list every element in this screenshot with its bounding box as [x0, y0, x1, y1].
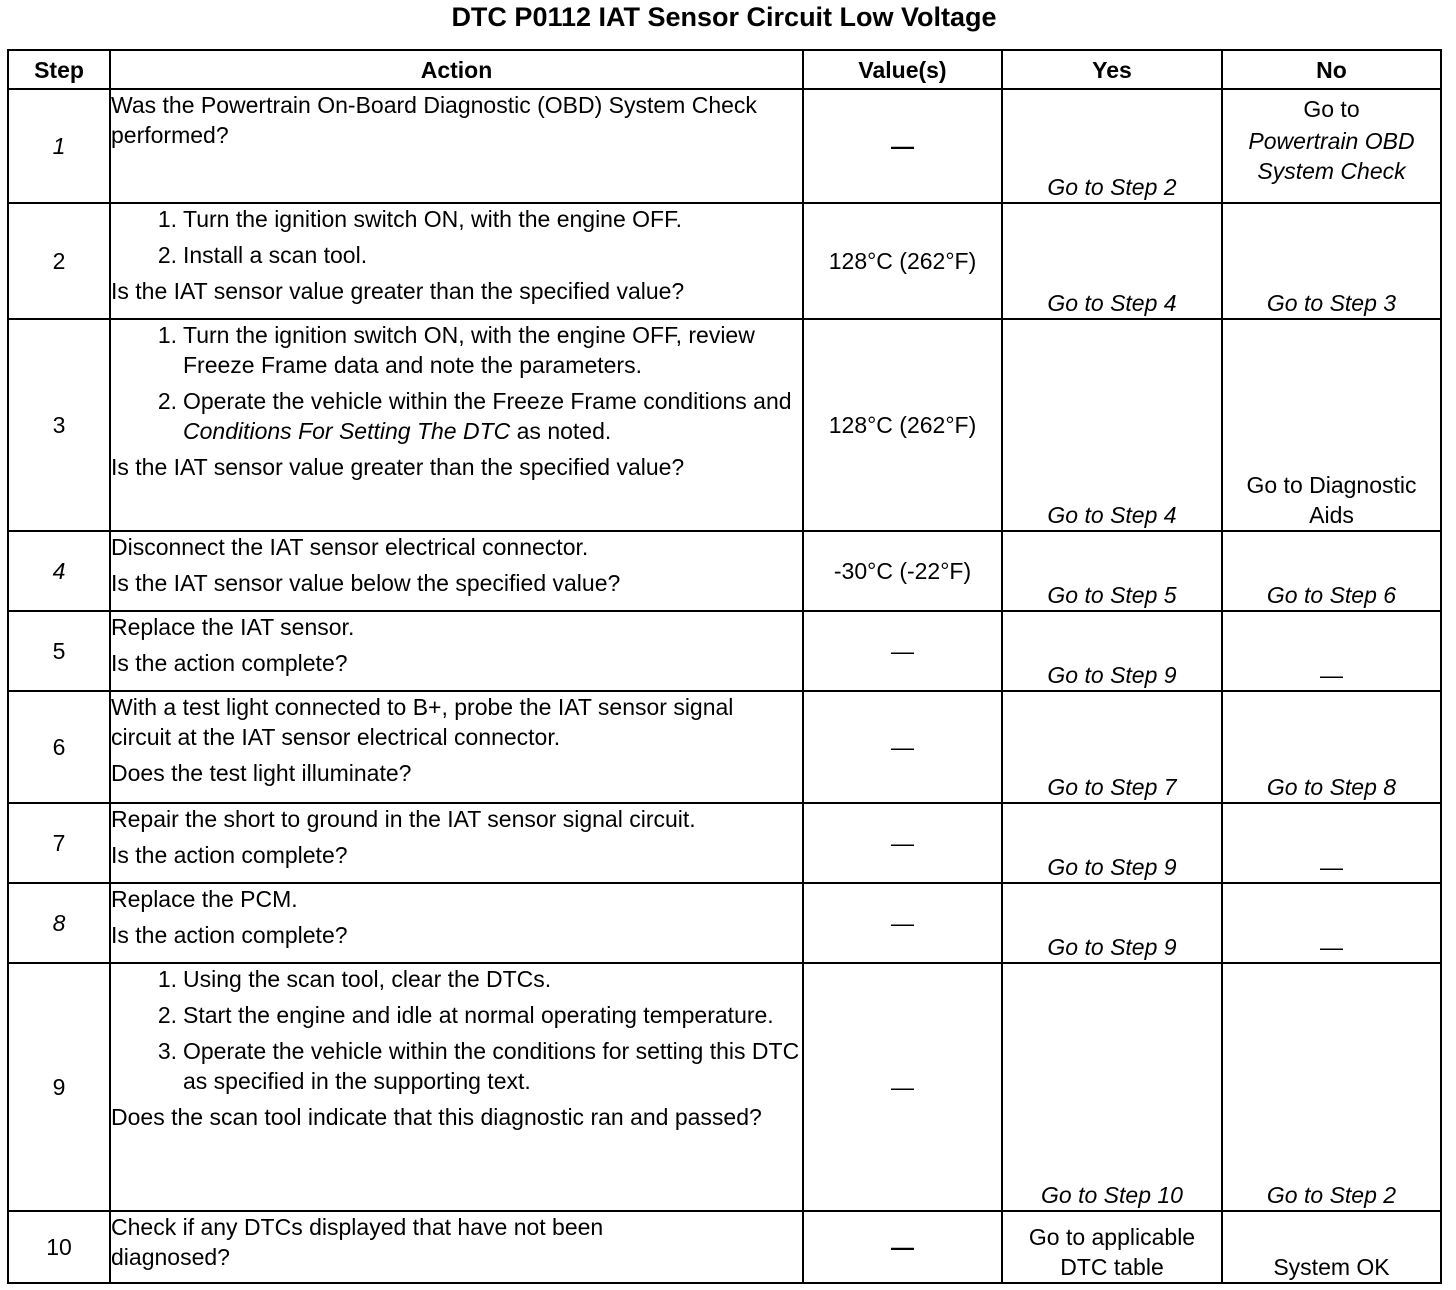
value-cell: —	[803, 803, 1002, 883]
yes-cell: Go to Step 5	[1002, 531, 1222, 611]
action-text: Replace the IAT sensor.	[111, 614, 355, 640]
header-values: Value(s)	[803, 50, 1002, 89]
step-number: 4	[8, 531, 110, 611]
no-text: Go to	[1303, 96, 1360, 122]
table-row	[8, 319, 1441, 531]
action-cell	[110, 963, 803, 1211]
action-item: 3. Operate the vehicle within the conditions for setting this DTC as specified in the supporting text.	[141, 1036, 802, 1096]
header-action: Action	[110, 50, 803, 89]
action-item-text: Turn the ignition switch ON, with the engine OFF.	[183, 206, 682, 232]
no-cell: Go to Step 8	[1222, 691, 1441, 803]
step-number: 6	[8, 691, 110, 803]
action-text: Replace the PCM.	[111, 886, 298, 912]
yes-cell: Go to Step 10	[1002, 963, 1222, 1211]
action-item-link: Conditions For Setting The DTC	[183, 418, 511, 444]
action-cell	[110, 803, 803, 883]
table-row	[8, 89, 1441, 203]
dtc-table	[7, 49, 1442, 1284]
action-item: 2. Operate the vehicle within the Freeze Frame conditions and Conditions For Setting The DTC as noted.	[157, 388, 792, 444]
value-cell: —	[803, 1211, 1002, 1283]
action-text: Was the Powertrain On-Board Diagnostic (OBD) System Check performed?	[111, 92, 757, 148]
step-number: 8	[8, 883, 110, 963]
header-no: No	[1222, 50, 1441, 89]
no-cell: —	[1222, 803, 1441, 883]
table-row	[8, 1211, 1441, 1283]
action-question: Is the IAT sensor value greater than the specified value?	[111, 278, 685, 304]
table-row	[8, 531, 1441, 611]
action-item: 1. Turn the ignition switch ON, with the engine OFF, review Freeze Frame data and note the parameters.	[141, 320, 802, 380]
action-question: Is the action complete?	[111, 650, 348, 676]
table-row	[8, 803, 1441, 883]
action-text: Check if any DTCs displayed that have not been diagnosed?	[111, 1214, 604, 1270]
yes-cell: Go to applicable DTC table	[1002, 1211, 1222, 1283]
action-question: Does the scan tool indicate that this diagnostic ran and passed?	[111, 1104, 762, 1130]
step-number: 7	[8, 803, 110, 883]
table-row	[8, 611, 1441, 691]
value-cell: -30°C (-22°F)	[803, 531, 1002, 611]
no-cell: Go to Step 6	[1222, 531, 1441, 611]
action-item: 1. Turn the ignition switch ON, with the engine OFF.	[141, 204, 802, 234]
no-cell	[1222, 89, 1441, 203]
action-cell	[110, 1211, 803, 1283]
no-cell: —	[1222, 611, 1441, 691]
action-question: Is the action complete?	[111, 842, 348, 868]
action-text: Repair the short to ground in the IAT sensor signal circuit.	[111, 806, 696, 832]
table-row	[8, 691, 1441, 803]
action-item-text: Using the scan tool, clear the DTCs.	[183, 966, 552, 992]
no-cell: System OK	[1222, 1211, 1441, 1283]
no-cell: —	[1222, 883, 1441, 963]
step-number: 9	[8, 963, 110, 1211]
header-yes: Yes	[1002, 50, 1222, 89]
action-cell	[110, 883, 803, 963]
value-cell: 128°C (262°F)	[803, 203, 1002, 319]
action-cell	[110, 319, 803, 531]
action-cell	[110, 531, 803, 611]
step-number: 10	[8, 1211, 110, 1283]
action-question: Is the IAT sensor value below the specified value?	[111, 570, 621, 596]
yes-cell: Go to Step 9	[1002, 803, 1222, 883]
action-cell	[110, 89, 803, 203]
header-step: Step	[8, 50, 110, 89]
yes-cell: Go to Step 2	[1002, 89, 1222, 203]
value-cell: —	[803, 691, 1002, 803]
step-number: 2	[8, 203, 110, 319]
header-row	[8, 50, 1441, 89]
action-item: 2. Install a scan tool.	[141, 240, 802, 270]
table-row	[8, 883, 1441, 963]
action-item-text: Operate the vehicle within the conditions for setting this DTC as specified in the supporting text.	[183, 1038, 800, 1094]
action-text: Disconnect the IAT sensor electrical connector.	[111, 534, 589, 560]
action-item-text: Turn the ignition switch ON, with the engine OFF, review Freeze Frame data and note the parameters.	[183, 322, 755, 378]
action-question: Does the test light illuminate?	[111, 760, 412, 786]
yes-cell: Go to Step 4	[1002, 319, 1222, 531]
no-cell: Go to Diagnostic Aids	[1222, 319, 1441, 531]
value-cell: 128°C (262°F)	[803, 319, 1002, 531]
action-cell	[110, 611, 803, 691]
action-cell	[110, 203, 803, 319]
value-cell: —	[803, 963, 1002, 1211]
action-cell	[110, 691, 803, 803]
yes-cell: Go to Step 7	[1002, 691, 1222, 803]
table-row	[8, 963, 1441, 1211]
action-item-text: Operate the vehicle within the Freeze Frame conditions and	[183, 388, 792, 414]
value-cell: —	[803, 883, 1002, 963]
table-row	[8, 203, 1441, 319]
no-cell: Go to Step 2	[1222, 963, 1441, 1211]
action-question: Is the IAT sensor value greater than the specified value?	[111, 454, 685, 480]
step-number: 1	[8, 89, 110, 203]
yes-cell: Go to Step 9	[1002, 883, 1222, 963]
value-cell: —	[803, 611, 1002, 691]
step-number: 5	[8, 611, 110, 691]
action-item-text: as noted.	[510, 418, 612, 444]
step-number: 3	[8, 319, 110, 531]
action-item-text: Install a scan tool.	[183, 242, 368, 268]
yes-cell: Go to Step 4	[1002, 203, 1222, 319]
action-text: With a test light connected to B+, probe the IAT sensor signal circuit at the IAT sensor electrical connector.	[111, 694, 734, 750]
no-cell: Go to Step 3	[1222, 203, 1441, 319]
no-link-text: Powertrain OBD System Check	[1248, 128, 1415, 184]
action-item: 1. Using the scan tool, clear the DTCs.	[141, 964, 802, 994]
value-cell: —	[803, 89, 1002, 203]
page-title: DTC P0112 IAT Sensor Circuit Low Voltage	[451, 2, 997, 32]
action-question: Is the action complete?	[111, 922, 348, 948]
action-item: 2. Start the engine and idle at normal operating temperature.	[141, 1000, 802, 1030]
yes-cell: Go to Step 9	[1002, 611, 1222, 691]
action-item-text: Start the engine and idle at normal operating temperature.	[183, 1002, 774, 1028]
